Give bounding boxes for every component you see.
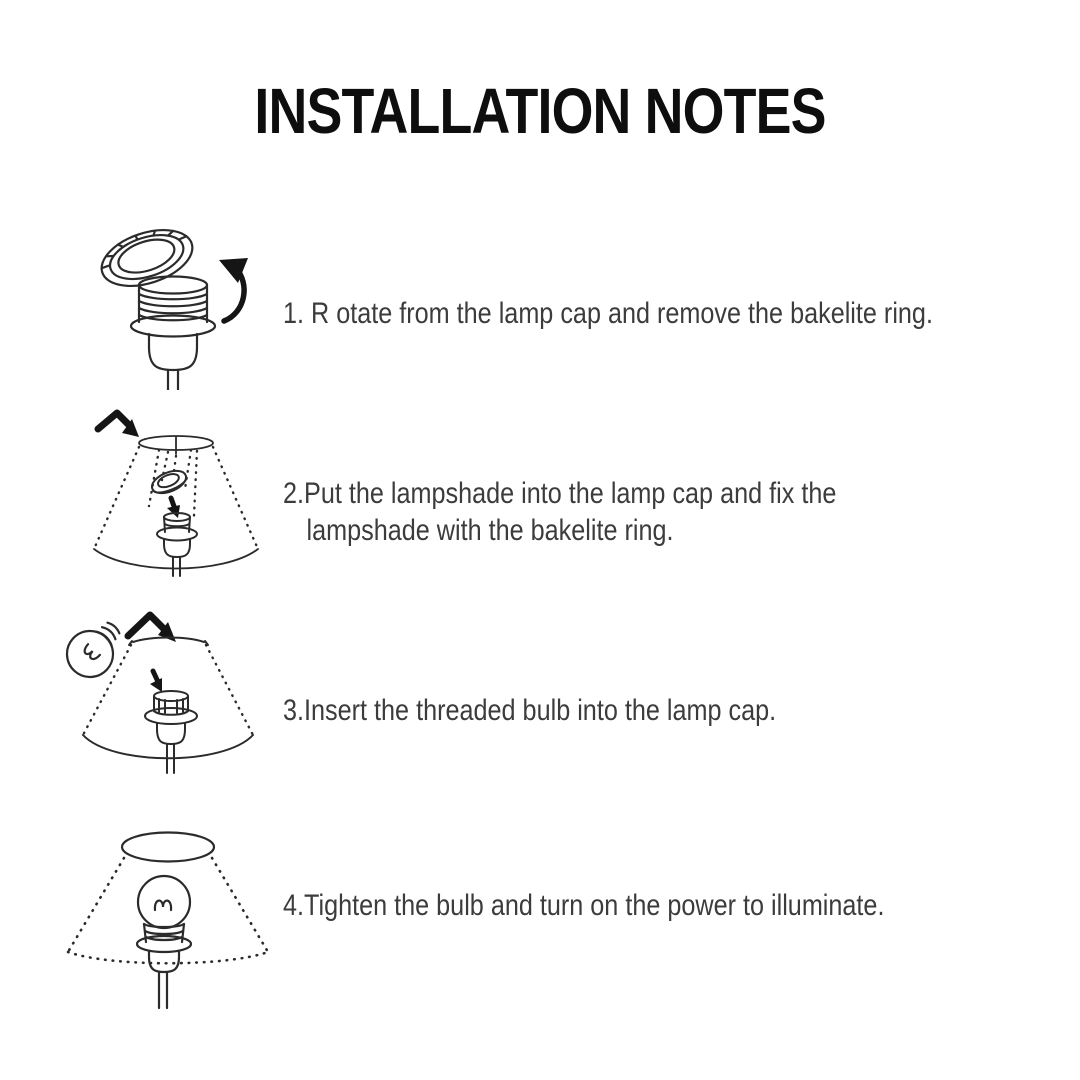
page-title: INSTALLATION NOTES: [254, 75, 826, 147]
step-4-line-1: 4.Tighten the bulb and turn on the power to illuminate.: [283, 889, 885, 922]
step-1-text: [283, 295, 933, 332]
step-2-line-1: 2.Put the lampshade into the lamp cap and fix the: [283, 477, 837, 510]
lamp-cap-rotate-ring-icon: [85, 218, 255, 390]
step-2-text: [283, 475, 836, 549]
step-4-text: [283, 887, 884, 924]
tighten-bulb-illuminate-icon: [50, 810, 285, 1010]
step-2-line-2: lampshade with the bakelite ring.: [306, 514, 674, 547]
step-1-line-1: 1. R otate from the lamp cap and remove the bakelite ring.: [283, 297, 933, 330]
insert-threaded-bulb-icon: [52, 596, 274, 788]
step-3-text: [283, 692, 776, 729]
step-3-line-1: 3.Insert the threaded bulb into the lamp cap.: [283, 694, 777, 727]
lampshade-into-cap-icon: [73, 403, 268, 578]
